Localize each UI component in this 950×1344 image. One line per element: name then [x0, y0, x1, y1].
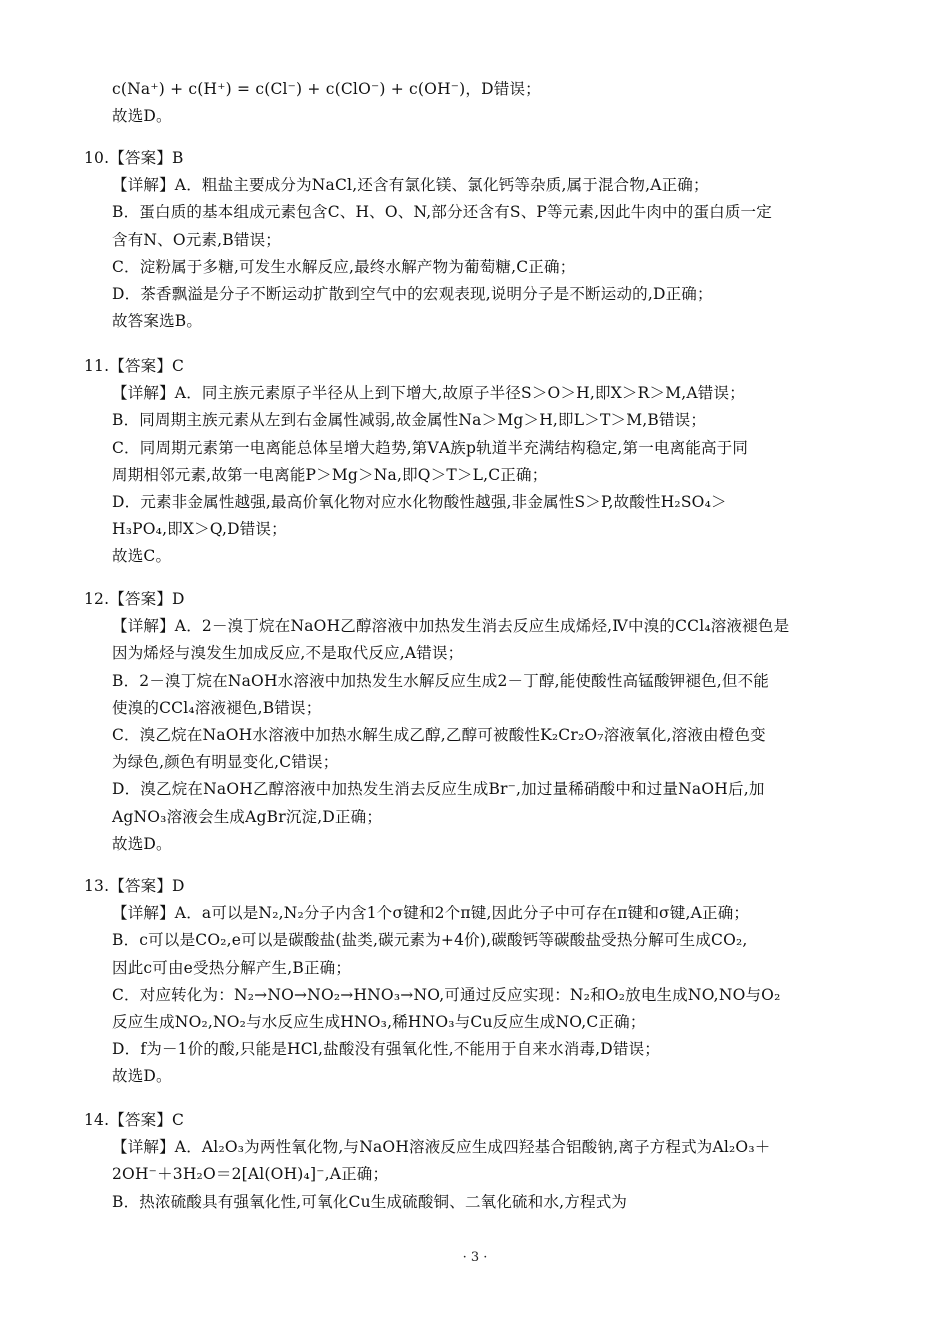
answer-heading: 11.【答案】C	[84, 357, 185, 375]
text-line: B．2－溴丁烷在NaOH水溶液中加热发生水解反应生成2－丁醇,能使酸性高锰酸钾褪色,但不能	[112, 671, 769, 690]
text-line: 为绿色,颜色有明显变化,C错误；	[112, 753, 339, 772]
text-line: 周期相邻元素,故第一电离能P＞Mg＞Na,即Q＞T＞L,C正确；	[112, 465, 548, 484]
text-line: B．同周期主族元素从左到右金属性减弱,故金属性Na＞Mg＞H,即L＞T＞M,B错误；	[112, 411, 707, 430]
text-line: 【详解】A．同主族元素原子半径从上到下增大,故原子半径S＞O＞H,即X＞R＞M,A错误；	[112, 384, 745, 403]
text-line: 【详解】A．a可以是N₂,N₂分子内含1个σ键和2个π键,因此分子中可存在π键和σ键,A正确；	[112, 904, 750, 923]
continuation-block	[84, 76, 884, 130]
question-10	[84, 145, 884, 335]
text-line: D．溴乙烷在NaOH乙醇溶液中加热发生消去反应生成Br⁻,加过量稀硝酸中和过量NaOH后,加	[112, 780, 765, 799]
text-line: D．元素非金属性越强,最高价氧化物对应水化物酸性越强,非金属性S＞P,故酸性H₂SO₄＞	[112, 493, 727, 512]
text-line: H₃PO₄,即X＞Q,D错误；	[112, 520, 287, 539]
text-line: D．f为－1价的酸,只能是HCl,盐酸没有强氧化性,不能用于自来水消毒,D错误；	[112, 1040, 660, 1059]
text-line: C．溴乙烷在NaOH水溶液中加热水解生成乙醇,乙醇可被酸性K₂Cr₂O₇溶液氧化,溶液由橙色变	[112, 726, 766, 745]
text-line: B．c可以是CO₂,e可以是碳酸盐(盐类,碳元素为+4价),碳酸钙等碳酸盐受热分解可生成CO₂,	[112, 931, 748, 950]
question-11	[84, 353, 884, 571]
text-line: 故选D。	[112, 1067, 172, 1086]
answer-heading: 14.【答案】C	[84, 1111, 185, 1129]
text-line: 故选D。	[112, 107, 172, 126]
answer-heading: 10.【答案】B	[84, 149, 184, 167]
answer-heading: 12.【答案】D	[84, 590, 185, 608]
answer-heading: 13.【答案】D	[84, 877, 185, 895]
text-line: 因此c可由e受热分解产生,B正确；	[112, 958, 352, 977]
text-line: B．蛋白质的基本组成元素包含C、H、O、N,部分还含有S、P等元素,因此牛肉中的蛋白质一定	[112, 203, 772, 222]
text-line: C．同周期元素第一电离能总体呈增大趋势,第ⅤA族p轨道半充满结构稳定,第一电离能高于同	[112, 438, 749, 457]
text-line: 因为烯烃与溴发生加成反应,不是取代反应,A错误；	[112, 644, 464, 663]
text-line: 故选D。	[112, 834, 172, 853]
text-line: 含有N、O元素,B错误；	[112, 230, 281, 249]
text-line: C．淀粉属于多糖,可发生水解反应,最终水解产物为葡萄糖,C正确；	[112, 257, 576, 276]
question-13	[84, 873, 884, 1091]
text-line: 故答案选B。	[112, 312, 203, 331]
text-line: D．茶香飘溢是分子不断运动扩散到空气中的宏观表现,说明分子是不断运动的,D正确；	[112, 285, 713, 304]
text-line: B．热浓硫酸具有强氧化性,可氧化Cu生成硫酸铜、二氧化硫和水,方程式为	[112, 1192, 628, 1211]
page-number: · 3 ·	[462, 1250, 488, 1265]
text-line: 【详解】A．粗盐主要成分为NaCl,还含有氯化镁、氯化钙等杂质,属于混合物,A正确；	[112, 176, 709, 195]
text-line: 【详解】A．2－溴丁烷在NaOH乙醇溶液中加热发生消去反应生成烯烃,Ⅳ中溴的CCl₄溶液褪色是	[112, 617, 790, 636]
text-line: 【详解】A．Al₂O₃为两性氧化物,与NaOH溶液反应生成四羟基合铝酸钠,离子方程式为Al₂O₃＋	[112, 1138, 771, 1157]
question-12	[84, 586, 884, 858]
text-line: 反应生成NO₂,NO₂与水反应生成HNO₃,稀HNO₃与Cu反应生成NO,C正确；	[112, 1013, 646, 1032]
text-line: c(Na⁺) + c(H⁺) = c(Cl⁻) + c(ClO⁻) + c(OH⁻)，D错误；	[112, 80, 541, 98]
text-line: C．对应转化为：N₂→NO→NO₂→HNO₃→NO,可通过反应实现：N₂和O₂放电生成NO,NO与O₂	[112, 985, 781, 1004]
question-14	[84, 1107, 884, 1216]
text-line: 使溴的CCl₄溶液褪色,B错误；	[112, 698, 322, 717]
text-line: 2OH⁻＋3H₂O＝2[Al(OH)₄]⁻,A正确；	[112, 1165, 389, 1184]
text-line: 故选C。	[112, 547, 172, 566]
text-line: AgNO₃溶液会生成AgBr沉淀,D正确；	[112, 807, 383, 826]
